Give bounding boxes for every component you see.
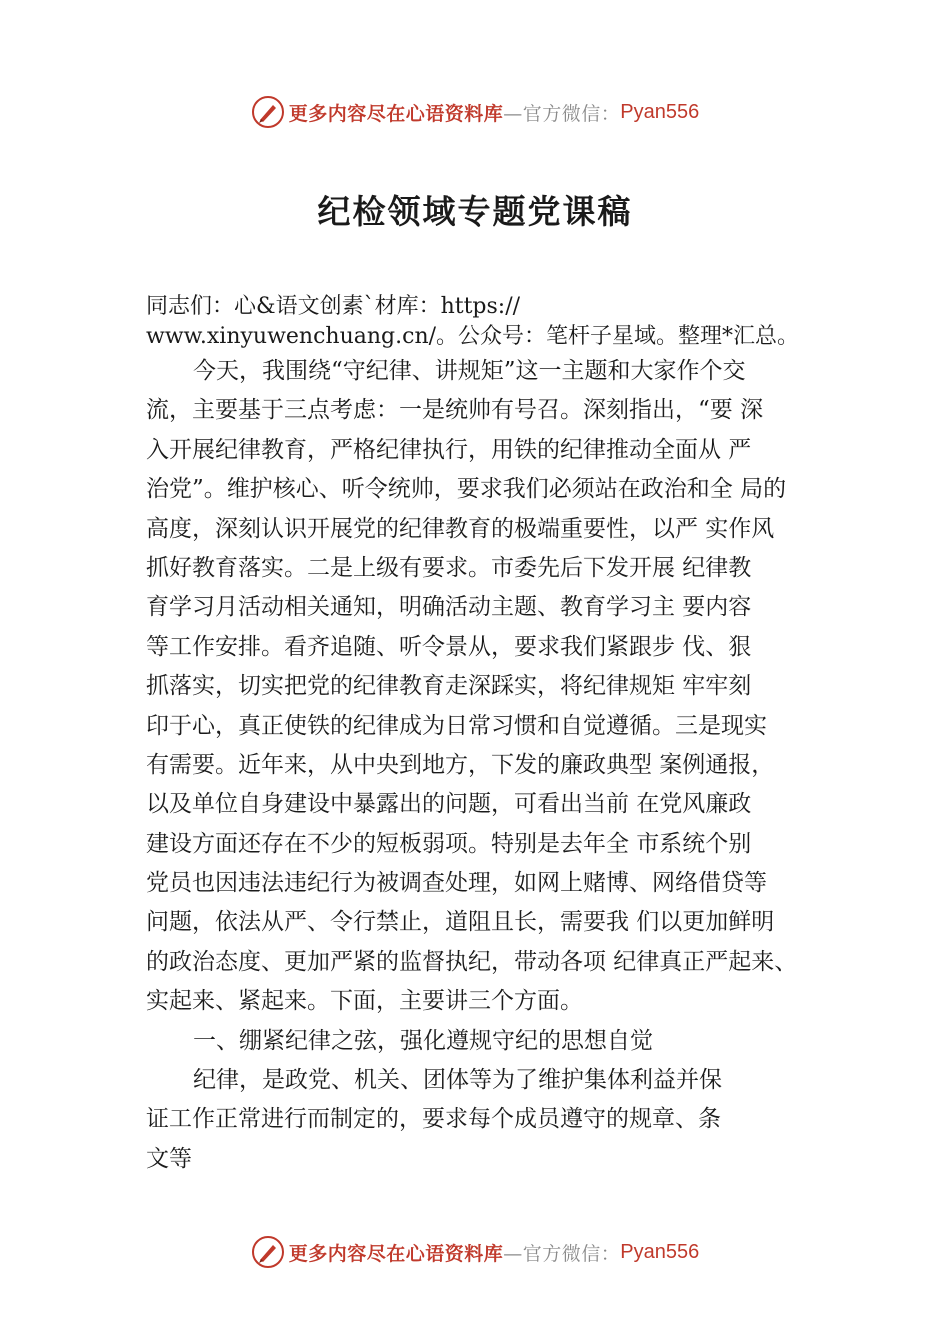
banner-text: 更多内容尽在心语资料库 [288, 1242, 504, 1265]
body-line: 文等 [146, 1145, 192, 1172]
body-line: 育学习月活动相关通知，明确活动主题、教育学习主 要内容 [146, 594, 752, 621]
body-line: 抓好教育落实。二是上级有要求。市委先后下发开展 纪律教 [146, 554, 752, 581]
banner-text: 更多内容尽在心语资料库 [288, 102, 504, 125]
body-line: 抓落实，切实把党的纪律教育走深踩实，将纪律规矩 牢牢刻 [146, 673, 752, 700]
body-line: 等工作安排。看齐追随、听令景从，要求我们紧跟步 伐、狠 [146, 633, 752, 660]
body-line: 同志们：心&语文创素`材库：https:// [146, 294, 521, 319]
body-line: 党员也因违法违纪行为被调查处理，如网上赌博、网络借贷等 [146, 870, 767, 897]
body-line: 入开展纪律教育，严格纪律执行，用铁的纪律推动全面从 严 [146, 436, 752, 463]
paragraph-start: 今天，我围绕“守纪律、讲规矩”这一主题和大家作个交 [193, 358, 746, 384]
body-line: 治党”。维护核心、听令统帅，要求我们必须站在政治和全 局的 [146, 476, 787, 503]
pen-logo-icon [251, 95, 285, 129]
pen-logo-icon [251, 1235, 285, 1269]
body-line: 的政治态度、更加严紧的监督执纪，带动各项 纪律真正严起来、 [146, 948, 798, 975]
body-line: 问题，依法从严、令行禁止，道阻且长，需要我 们以更加鲜明 [146, 909, 775, 936]
body-line: 流，主要基于三点考虑：一是统帅有号召。深刻指出，“要 深 [146, 397, 764, 424]
body-line: 建设方面还存在不少的短板弱项。特别是去年全 市系统个别 [146, 830, 752, 857]
banner-wechat-label: —官方微信： [503, 102, 621, 125]
banner-wechat-id: Pyan556 [620, 1240, 700, 1263]
section-heading: 一、绷紧纪律之弦，强化遵规守纪的思想自觉 [193, 1027, 653, 1054]
body-line: 实起来、紧起来。下面，主要讲三个方面。 [146, 988, 583, 1015]
header-banner [0, 92, 950, 132]
body-line: 证工作正常进行而制定的，要求每个成员遵守的规章、条 [146, 1106, 721, 1133]
paragraph-start: 纪律，是政党、机关、团体等为了维护集体利益并保 [193, 1067, 722, 1094]
body-line: 以及单位自身建设中暴露出的问题，可看出当前 在党风廉政 [146, 791, 752, 818]
body-line: www.xinyuwenchuang.cn/。公众号：笔杆子星域。整理*汇总。 [146, 324, 800, 349]
body-line: 高度，深刻认识开展党的纪律教育的极端重要性，以严 实作风 [146, 515, 775, 542]
body-line: 有需要。近年来，从中央到地方，下发的廉政典型 案例通报， [146, 751, 775, 778]
document-title: 纪检领域专题党课稿 [317, 192, 633, 231]
banner-wechat-label: —官方微信： [503, 1242, 621, 1265]
body-line: 印于心，真正使铁的纪律成为日常习惯和自觉遵循。三是现实 [146, 712, 767, 739]
banner-wechat-id: Pyan556 [620, 100, 700, 123]
document-body [146, 292, 846, 1179]
footer-banner [0, 1232, 950, 1272]
